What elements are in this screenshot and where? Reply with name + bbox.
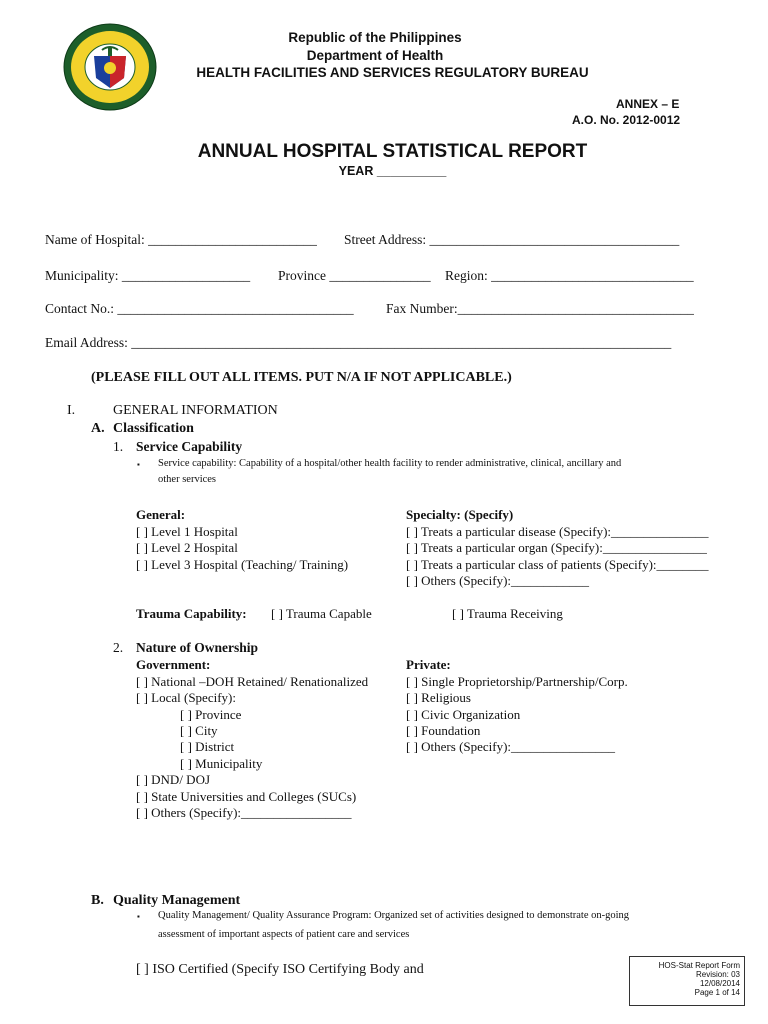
checkbox-city[interactable]: [ ] City [180, 723, 218, 738]
fax-number-field[interactable]: Fax Number:___________________________________ [386, 301, 694, 316]
quality-management-definition-cont: assessment of important aspects of patient care and services [158, 929, 410, 940]
checkbox-province[interactable]: [ ] Province [180, 707, 242, 722]
contact-no-field[interactable]: Contact No.: ___________________________________ [45, 301, 354, 316]
section-number: I. [67, 403, 76, 418]
general-heading: General: [136, 507, 186, 522]
checkbox-level3-hospital[interactable]: [ ] Level 3 Hospital (Teaching/ Training) [136, 557, 349, 572]
form-revision-box [629, 956, 745, 1006]
year-line: YEAR __________ [338, 164, 447, 178]
checkbox-level2-hospital[interactable]: [ ] Level 2 Hospital [136, 540, 238, 555]
checkbox-level1-hospital[interactable]: [ ] Level 1 Hospital [136, 524, 238, 539]
checkbox-private-others[interactable]: [ ] Others (Specify):________________ [406, 739, 616, 754]
checkbox-gov-others[interactable]: [ ] Others (Specify):_________________ [136, 805, 352, 820]
checkbox-trauma-receiving[interactable]: [ ] Trauma Receiving [452, 606, 563, 621]
checkbox-dnd-doj[interactable]: [ ] DND/ DOJ [136, 772, 211, 787]
instruction-text: (PLEASE FILL OUT ALL ITEMS. PUT N/A IF NOT APPLICABLE.) [91, 370, 512, 385]
checkbox-trauma-capable[interactable]: [ ] Trauma Capable [271, 606, 372, 621]
report-title: ANNUAL HOSPITAL STATISTICAL REPORT [197, 141, 588, 162]
checkbox-single-proprietorship[interactable]: [ ] Single Proprietorship/Partnership/Corp. [406, 674, 628, 689]
item-1-number: 1. [113, 439, 124, 454]
header-republic: Republic of the Philippines [288, 30, 462, 45]
doh-seal-logo [62, 22, 158, 112]
subsection-a-label: A. [91, 421, 105, 436]
section-title: GENERAL INFORMATION [113, 403, 278, 418]
subsection-b-title: Quality Management [113, 893, 241, 908]
government-heading: Government: [136, 657, 211, 672]
street-address-field[interactable]: Street Address: _____________________________________ [344, 232, 680, 247]
checkbox-particular-class[interactable]: [ ] Treats a particular class of patients (Specify):________ [406, 557, 709, 572]
footer-form-name: HOS-Stat Report Form [658, 961, 740, 970]
checkbox-civic-organization[interactable]: [ ] Civic Organization [406, 707, 521, 722]
subsection-b-label: B. [91, 893, 104, 908]
bullet-icon: ▪ [137, 912, 140, 921]
item-1-title: Service Capability [136, 439, 243, 454]
service-capability-definition-cont: other services [158, 474, 217, 485]
footer-revision: Revision: 03 [695, 970, 740, 979]
private-heading: Private: [406, 657, 451, 672]
municipality-field[interactable]: Municipality: ___________________ [45, 268, 251, 283]
checkbox-religious[interactable]: [ ] Religious [406, 690, 471, 705]
specialty-heading: Specialty: (Specify) [406, 507, 514, 522]
checkbox-particular-organ[interactable]: [ ] Treats a particular organ (Specify):________________ [406, 540, 707, 555]
header-bureau: HEALTH FACILITIES AND SERVICES REGULATORY BUREAU [196, 65, 589, 80]
checkbox-municipality[interactable]: [ ] Municipality [180, 756, 263, 771]
email-address-field[interactable]: Email Address: ________________________________________________________________________________ [45, 335, 672, 350]
bullet-icon: ▪ [137, 460, 140, 469]
ao-number: A.O. No. 2012-0012 [572, 113, 681, 127]
item-2-title: Nature of Ownership [136, 640, 259, 655]
checkbox-iso-certified[interactable]: [ ] ISO Certified (Specify ISO Certifying Body and [136, 962, 424, 977]
checkbox-local[interactable]: [ ] Local (Specify): [136, 690, 236, 705]
footer-date: 12/08/2014 [699, 979, 740, 988]
header-department: Department of Health [306, 48, 444, 63]
item-2-number: 2. [113, 640, 124, 655]
checkbox-specialty-others[interactable]: [ ] Others (Specify):____________ [406, 573, 590, 588]
checkbox-district[interactable]: [ ] District [180, 739, 235, 754]
footer-page-number: Page 1 of 14 [694, 988, 740, 997]
checkbox-foundation[interactable]: [ ] Foundation [406, 723, 481, 738]
quality-management-definition: Quality Management/ Quality Assurance Program: Organized set of activities designed to demonstrate on-going [158, 910, 630, 921]
checkbox-particular-disease[interactable]: [ ] Treats a particular disease (Specify):_______________ [406, 524, 709, 539]
annex-label: ANNEX – E [616, 97, 680, 111]
checkbox-sucs[interactable]: [ ] State Universities and Colleges (SUCs) [136, 789, 357, 804]
checkbox-national-doh[interactable]: [ ] National –DOH Retained/ Renationalized [136, 674, 369, 689]
province-field[interactable]: Province _______________ [278, 268, 431, 283]
service-capability-definition: Service capability: Capability of a hospital/other health facility to render administrative, clinical, ancillary and [158, 458, 622, 469]
trauma-capability-label: Trauma Capability: [136, 606, 247, 621]
subsection-a-title: Classification [113, 421, 194, 436]
region-field[interactable]: Region: ______________________________ [445, 268, 694, 283]
name-of-hospital-field[interactable]: Name of Hospital: _________________________ [45, 232, 317, 247]
